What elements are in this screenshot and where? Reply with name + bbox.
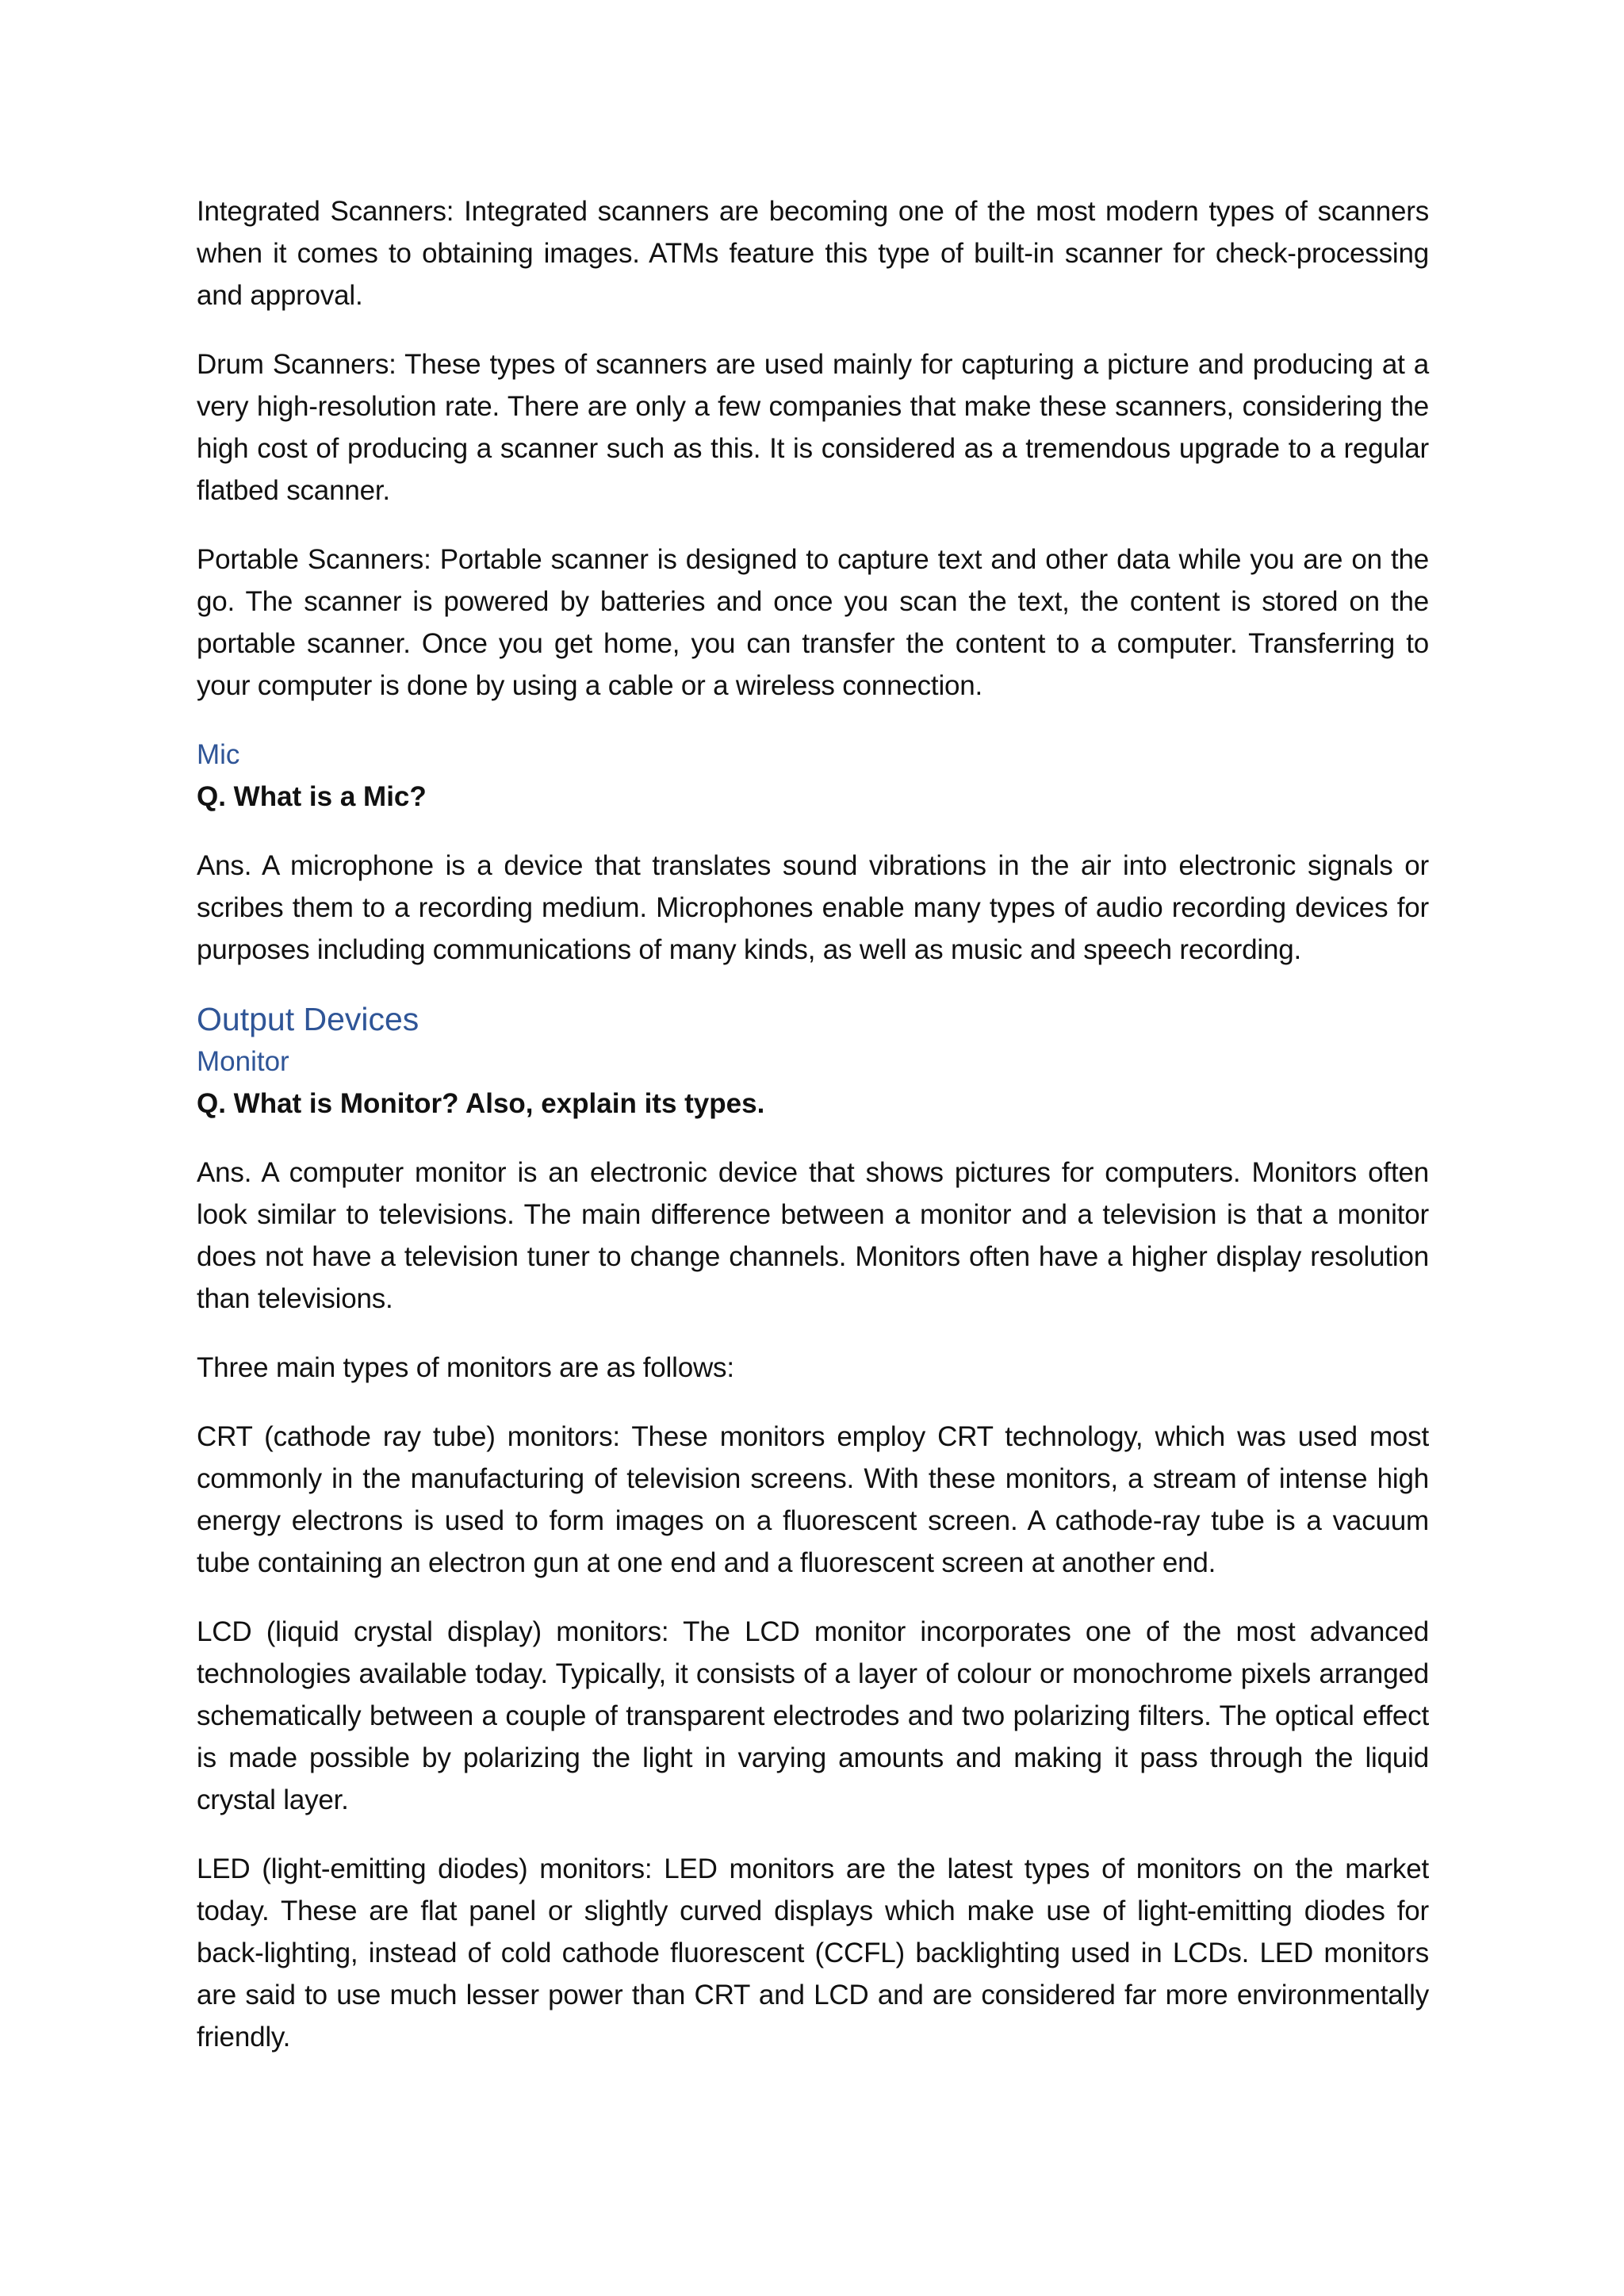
paragraph-crt-monitors: CRT (cathode ray tube) monitors: These monitors employ CRT technology, which was used most commonly in the manufacturing of television screens. With these monitors, a stream of intense high energy electrons is used to form images on a fluorescent screen. A cathode-ray tube is a vacuum tube containing an electron gun at one end and a fluorescent screen at another end. [197,1421,1429,1578]
heading-monitor: Monitor [197,1046,289,1077]
question-mic: Q. What is a Mic? [197,781,427,812]
monitor-types-intro: Three main types of monitors are as follows: [197,1352,734,1383]
paragraph-integrated-scanners: Integrated Scanners: Integrated scanners are becoming one of the most modern types of scanners when it comes to obtaining images. ATMs feature this type of built-in scanner for check-processing and approval. [197,196,1429,311]
paragraph-portable-scanners: Portable Scanners: Portable scanner is designed to capture text and other data while you are on the go. The scanner is powered by batteries and once you scan the text, the content is stored on the portable scanner. Once you get home, you can transfer the content to a computer. Transferring to your computer is done by using a cable or a wireless connection. [197,544,1429,701]
answer-monitor: Ans. A computer monitor is an electronic device that shows pictures for computers. Monitors often look similar to televisions. The main difference between a monitor and a television is that a monitor does not have a television tuner to change channels. Monitors often have a higher display resolution than televisions. [197,1157,1429,1314]
question-monitor: Q. What is Monitor? Also, explain its types. [197,1088,765,1119]
paragraph-lcd-monitors: LCD (liquid crystal display) monitors: The LCD monitor incorporates one of the most advanced technologies available today. Typically, it consists of a layer of colour or monochrome pixels arranged schematically between a couple of transparent electrodes and two polarizing filters. The optical effect is made possible by polarizing the light in varying amounts and making it pass through the liquid crystal layer. [197,1616,1429,1815]
heading-mic: Mic [197,739,240,770]
heading-output-devices: Output Devices [197,1001,419,1037]
answer-mic: Ans. A microphone is a device that translates sound vibrations in the air into electronic signals or scribes them to a recording medium. Microphones enable many types of audio recording devices for purposes including communications of many kinds, as well as music and speech recording. [197,850,1429,965]
paragraph-led-monitors: LED (light-emitting diodes) monitors: LED monitors are the latest types of monitors on the market today. These are flat panel or slightly curved displays which make use of light-emitting diodes for back-lighting, instead of cold cathode fluorescent (CCFL) backlighting used in LCDs. LED monitors are said to use much lesser power than CRT and LCD and are considered far more environmentally friendly. [197,1853,1429,2053]
paragraph-drum-scanners: Drum Scanners: These types of scanners are used mainly for capturing a picture and producing at a very high-resolution rate. There are only a few companies that make these scanners, considering the high cost of producing a scanner such as this. It is considered as a tremendous upgrade to a regular flatbed scanner. [197,349,1429,506]
document-page [197,190,1429,2085]
